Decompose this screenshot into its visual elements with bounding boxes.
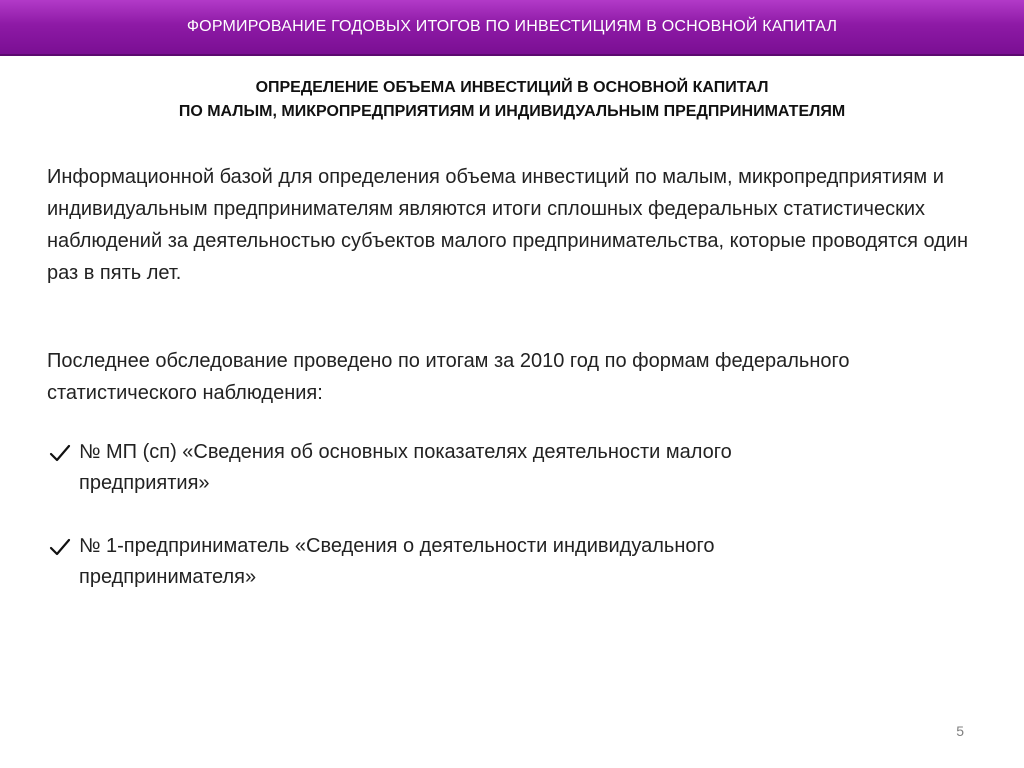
list-item-text: № МП (сп) «Сведения об основных показателях деятельности малого предприятия» (79, 441, 732, 494)
check-icon (47, 535, 73, 559)
section-heading-line-1: ОПРЕДЕЛЕНИЕ ОБЪЕМА ИНВЕСТИЦИЙ В ОСНОВНОЙ КАПИТАЛ (255, 79, 769, 96)
slide-title: ФОРМИРОВАНИЕ ГОДОВЫХ ИТОГОВ ПО ИНВЕСТИЦИЯМ В ОСНОВНОЙ КАПИТАЛ (186, 18, 838, 35)
list-item-text: № 1-предприниматель «Сведения о деятельности индивидуального предпринимателя» (79, 535, 715, 588)
header-bar (0, 0, 1024, 56)
list-item (47, 531, 977, 593)
intro-paragraph: Информационной базой для определения объема инвестиций по малым, микропредприятиям и индивидуальным предпринимателям являются итоги сплошных федеральных статистических наблюдений за деятельностью субъектов малого предпринимательства, которые проводятся один раз в пять лет. (47, 166, 969, 284)
section-heading-line-2: ПО МАЛЫМ, МИКРОПРЕДПРИЯТИЯМ И ИНДИВИДУАЛЬНЫМ ПРЕДПРИНИМАТЕЛЯМ (178, 103, 846, 120)
survey-paragraph: Последнее обследование проведено по итогам за 2010 год по формам федерального статистического наблюдения: (47, 350, 850, 404)
list-item (47, 437, 977, 499)
check-icon (47, 441, 73, 465)
section-heading (0, 76, 1024, 124)
page-number: 5 (956, 723, 964, 739)
